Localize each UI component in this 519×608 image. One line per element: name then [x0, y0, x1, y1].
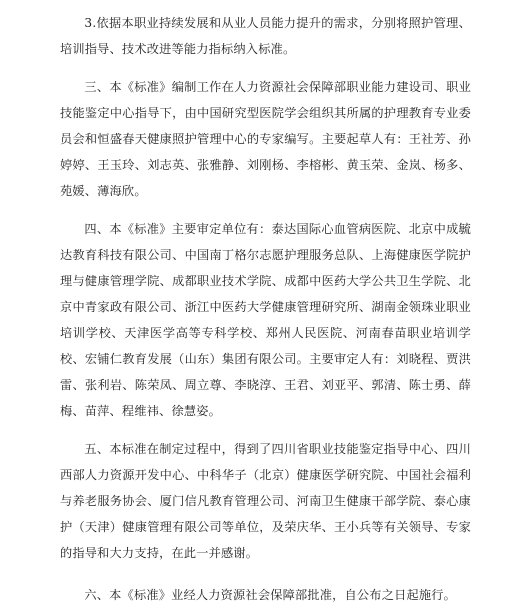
paragraph-drafting-authors: 三、本《标准》编制工作在人力资源社会保障部职业能力建设司、职业技能鉴定中心指导下，由中国研究型医院学会组织其所属的护理教育专业委员会和恒盛春天健康照护管理中心的专家编写。主要起草人有：王社芳、孙婷婷、王玉玲、刘志英、张雅静、刘刚杨、李榕彬、黄玉荣、金岚、杨多、苑媛、薄海欣。 [60, 80, 471, 198]
paragraph-ability-requirements: 3.依据本职业持续发展和从业人员能力提升的需求，分别将照护管理、培训指导、技术改进等能力指标纳入标准。 [60, 16, 471, 56]
paragraph-review-units: 四、本《标准》主要审定单位有：泰达国际心血管病医院、北京中成毓达教育科技有限公司、中国南丁格尔志愿护理服务总队、上海健康医学院护理与健康管理学院、成都职业技术学院、成都中医药大学公共卫生学院、北京中青家政有限公司、浙江中医药大学健康管理研究所、湖南金领珠业职业培训学校、天津医学高等专科学校、郑州人民医院、河南春苗职业培训学校、宏铺仁教育发展（山东）集团有限公司。主要审定人有：刘晓程、贾洪雷、张利岩、陈荣凤、周立尊、李晓淳、王君、刘亚平、郭清、陈士勇、薛梅、苗萍、程维祎、徐慧姿。 [60, 222, 471, 418]
paragraph-effective-date: 六、本《标准》业经人力资源社会保障部批准，自公布之日起施行。 [84, 588, 457, 602]
paragraph-acknowledgements: 五、本标准在制定过程中，得到了四川省职业技能鉴定指导中心、四川西部人力资源开发中心、中科华子（北京）健康医学研究院、中国社会福利与养老服务协会、厦门信凡教育管理公司、河南卫生健康干部学院、泰心康护（天津）健康管理有限公司等单位，及荣庆华、王小兵等有关领导、专家的指导和大力支持，在此一并感谢。 [60, 442, 471, 560]
